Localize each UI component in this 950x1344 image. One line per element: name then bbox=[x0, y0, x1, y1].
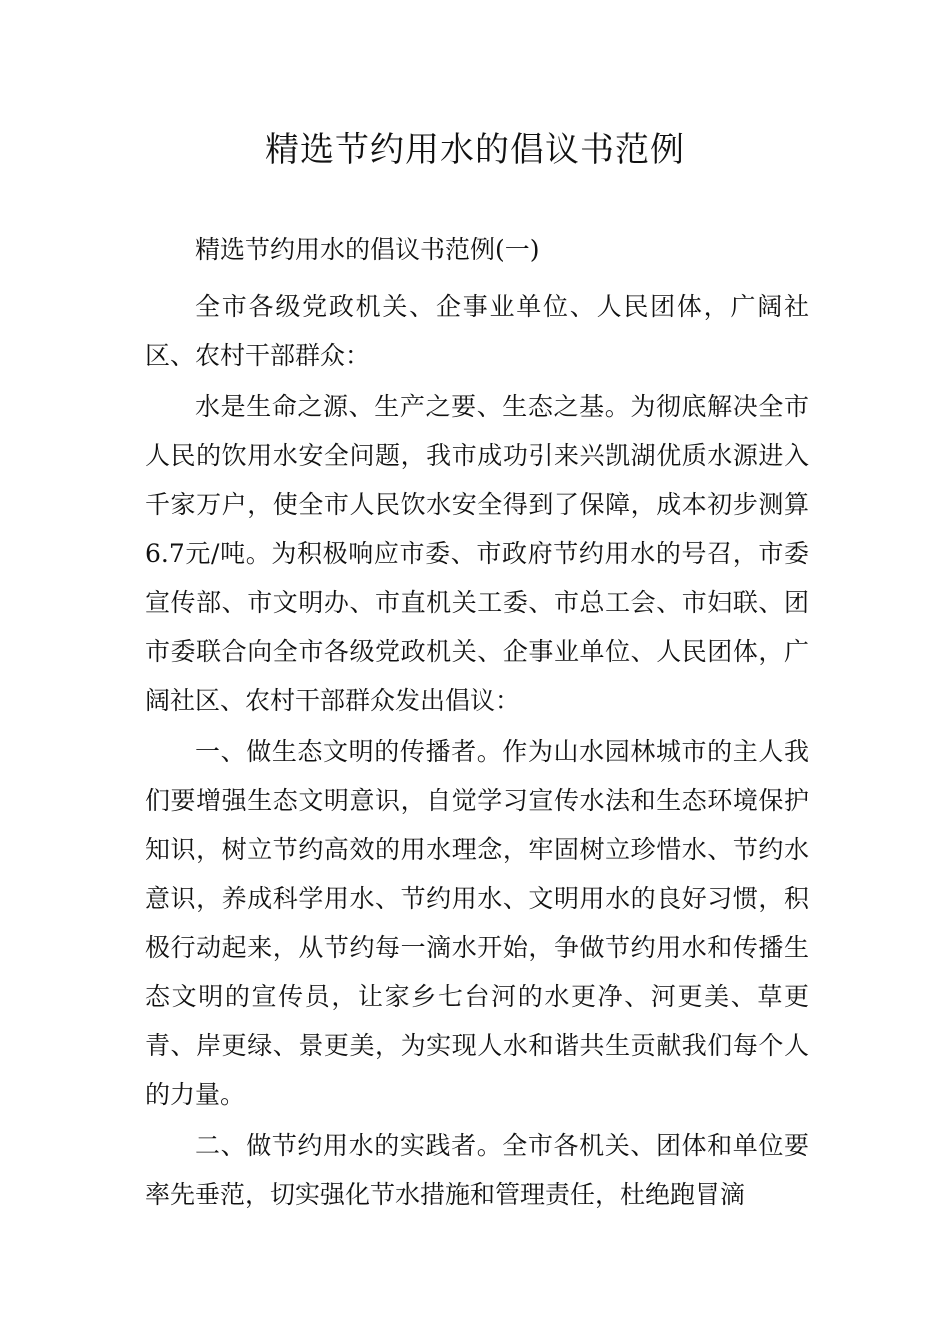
section-heading: 精选节约用水的倡议书范例(一) bbox=[195, 235, 540, 264]
point-two-paragraph: 二、做节约用水的实践者。全市各机关、团体和单位要率先垂范，切实强化节水措施和管理责任，杜绝跑冒滴 bbox=[145, 1131, 809, 1209]
document-body bbox=[145, 225, 809, 1221]
document-title: 精选节约用水的倡议书范例 bbox=[265, 130, 685, 170]
salutation-paragraph: 全市各级党政机关、企事业单位、人民团体，广阔社区、农村干部群众： bbox=[145, 292, 809, 370]
intro-paragraph: 水是生命之源、生产之要、生态之基。为彻底解决全市人民的饮用水安全问题，我市成功引来兴凯湖优质水源进入千家万户，使全市人民饮水安全得到了保障，成本初步测算6.7元/吨。为积极响应市委、市政府节约用水的号召，市委宣传部、市文明办、市直机关工委、市总工会、市妇联、团市委联合向全市各级党政机关、企事业单位、人民团体，广阔社区、农村干部群众发出倡议： bbox=[145, 392, 809, 715]
point-one-paragraph: 一、做生态文明的传播者。作为山水园林城市的主人我们要增强生态文明意识，自觉学习宣传水法和生态环境保护知识，树立节约高效的用水理念，牢固树立珍惜水、节约水意识，养成科学用水、节约用水、文明用水的良好习惯，积极行动起来，从节约每一滴水开始，争做节约用水和传播生态文明的宣传员，让家乡七台河的水更净、河更美、草更青、岸更绿、景更美，为实现人水和谐共生贡献我们每个人的力量。 bbox=[145, 737, 809, 1109]
